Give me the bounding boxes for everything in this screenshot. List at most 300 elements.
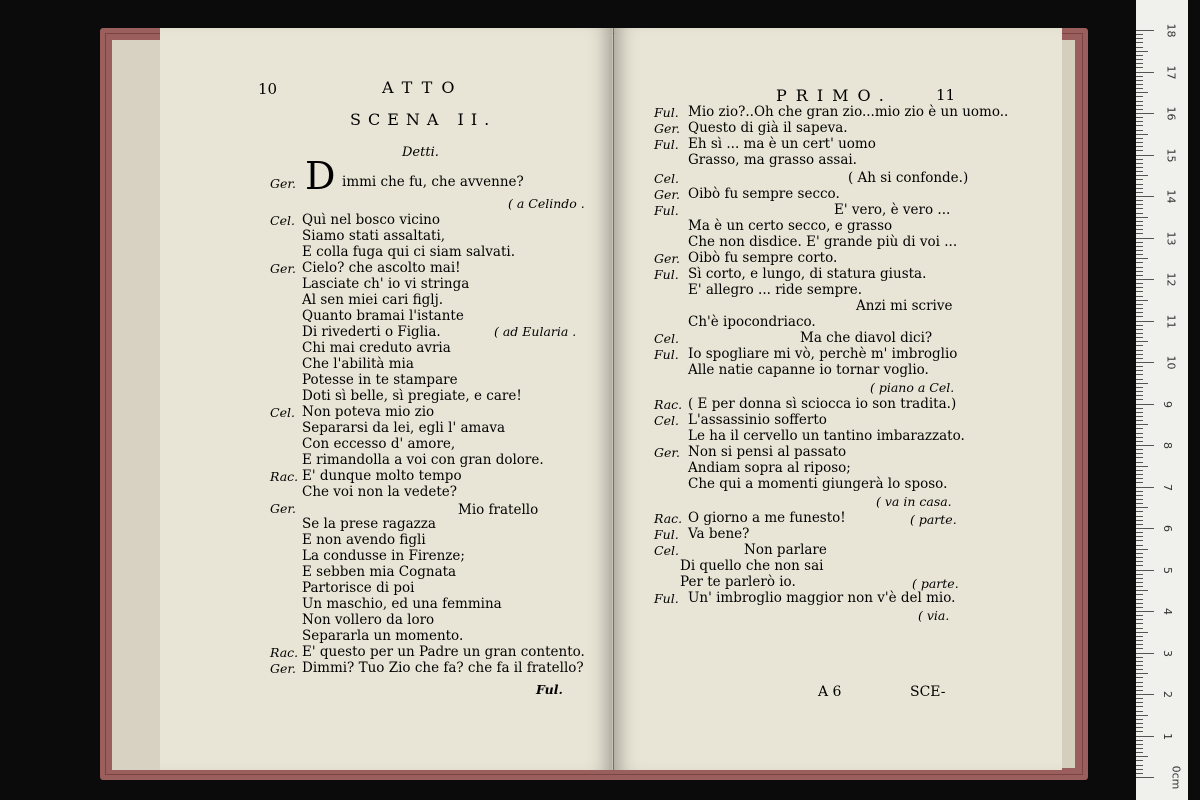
ruler-tick bbox=[1136, 599, 1143, 600]
ruler-number: 4 bbox=[1161, 608, 1174, 615]
speaker-label: Ful. bbox=[654, 203, 679, 218]
verse-line: ( E per donna sì sciocca io son tradita.) bbox=[688, 396, 957, 412]
ruler-tick bbox=[1136, 138, 1143, 139]
verse-line: Non parlare bbox=[744, 542, 827, 558]
ruler-tick bbox=[1136, 752, 1143, 753]
ruler-tick bbox=[1136, 623, 1143, 624]
ruler-tick bbox=[1136, 715, 1148, 716]
ruler-tick bbox=[1136, 321, 1154, 322]
ruler-tick bbox=[1136, 130, 1143, 131]
verse-line: Di quello che non sai bbox=[680, 558, 824, 574]
ruler-tick bbox=[1136, 167, 1143, 168]
ruler-tick bbox=[1136, 67, 1143, 68]
verse-line: Per te parlerò io. bbox=[680, 574, 796, 590]
verse-line: E' dunque molto tempo bbox=[302, 468, 462, 484]
ruler-tick bbox=[1136, 416, 1143, 417]
speaker-label: Ful. bbox=[654, 105, 679, 120]
ruler-tick bbox=[1136, 553, 1143, 554]
ruler-tick bbox=[1136, 433, 1143, 434]
ruler-tick bbox=[1136, 105, 1143, 106]
stage-direction: ( via. bbox=[918, 608, 950, 623]
ruler-tick bbox=[1136, 487, 1154, 488]
stage-direction: ( ad Eularia . bbox=[494, 324, 577, 339]
ruler-number: 0cm bbox=[1169, 765, 1183, 790]
speaker-label: Rac. bbox=[654, 397, 683, 412]
ruler-tick bbox=[1136, 673, 1148, 674]
ruler-number: 16 bbox=[1164, 106, 1178, 121]
speaker-label: Ger. bbox=[270, 661, 296, 676]
ruler-number: 6 bbox=[1161, 525, 1174, 532]
ruler-tick bbox=[1136, 345, 1143, 346]
ruler-tick bbox=[1136, 325, 1143, 326]
ruler-tick bbox=[1136, 250, 1143, 251]
verse-line: Separarla un momento. bbox=[302, 628, 464, 644]
verse-line: ( Ah si confonde.) bbox=[848, 170, 969, 186]
ruler-number: 10 bbox=[1164, 355, 1178, 370]
ruler-tick bbox=[1136, 545, 1143, 546]
ruler-tick bbox=[1136, 391, 1143, 392]
ruler-tick bbox=[1136, 184, 1143, 185]
ruler-tick bbox=[1136, 121, 1143, 122]
speaker-label: Ful. bbox=[654, 137, 679, 152]
speaker-label: Cel. bbox=[270, 405, 295, 420]
ruler-tick bbox=[1136, 354, 1143, 355]
ruler-tick bbox=[1136, 341, 1148, 342]
ruler-tick bbox=[1136, 142, 1143, 143]
left-page-number: 10 bbox=[258, 80, 278, 98]
ruler-tick bbox=[1136, 208, 1143, 209]
ruler-tick bbox=[1136, 34, 1143, 35]
ruler-tick bbox=[1136, 179, 1143, 180]
ruler-tick bbox=[1136, 30, 1154, 31]
ruler-tick bbox=[1136, 424, 1148, 425]
ruler-tick bbox=[1136, 329, 1143, 330]
verse-line: Le ha il cervello un tantino imbarazzato. bbox=[688, 428, 965, 444]
ruler-number: 5 bbox=[1161, 566, 1174, 574]
ruler-tick bbox=[1136, 221, 1143, 222]
verse-line: Quanto bramai l'istante bbox=[302, 308, 464, 324]
ruler-tick bbox=[1136, 96, 1143, 97]
ruler-tick bbox=[1136, 47, 1143, 48]
ruler-tick bbox=[1136, 246, 1143, 247]
ruler-tick bbox=[1136, 159, 1143, 160]
ruler-tick bbox=[1136, 561, 1143, 562]
ruler-tick bbox=[1136, 669, 1143, 670]
verse-line: Un maschio, ed una femmina bbox=[302, 596, 502, 612]
ruler-tick bbox=[1136, 706, 1143, 707]
speaker-label: Rac. bbox=[270, 469, 299, 484]
ruler-tick bbox=[1136, 536, 1143, 537]
verse-line: La condusse in Firenze; bbox=[302, 548, 465, 564]
ruler-number: 17 bbox=[1164, 65, 1178, 79]
ruler-tick bbox=[1136, 437, 1143, 438]
ruler-tick bbox=[1136, 109, 1143, 110]
ruler-tick bbox=[1136, 744, 1143, 745]
ruler-tick bbox=[1136, 495, 1143, 496]
ruler-tick bbox=[1136, 557, 1143, 558]
ruler-tick bbox=[1136, 586, 1143, 587]
ruler-tick bbox=[1136, 275, 1143, 276]
speaker-label: Ger. bbox=[270, 501, 296, 516]
verse-line: Mio zio?..Oh che gran zio...mio zio è un uomo.. bbox=[688, 104, 1009, 120]
ruler-tick bbox=[1136, 155, 1154, 156]
ruler-tick bbox=[1136, 84, 1143, 85]
ruler-tick bbox=[1136, 503, 1143, 504]
verse-line: L'assassinio sofferto bbox=[688, 412, 827, 428]
ruler-tick bbox=[1136, 379, 1143, 380]
ruler-tick bbox=[1136, 312, 1143, 313]
ruler-tick bbox=[1136, 404, 1154, 405]
ruler-tick bbox=[1136, 117, 1143, 118]
ruler-tick bbox=[1136, 528, 1154, 529]
speaker-label: Cel. bbox=[654, 331, 679, 346]
stage-direction: ( piano a Cel. bbox=[870, 380, 955, 395]
verse-line: E non avendo figli bbox=[302, 532, 426, 548]
ruler-tick bbox=[1136, 474, 1143, 475]
ruler-tick bbox=[1136, 150, 1143, 151]
ruler-tick bbox=[1136, 445, 1154, 446]
ruler-tick bbox=[1136, 192, 1143, 193]
verse-line: Se la prese ragazza bbox=[302, 516, 436, 532]
ruler-tick bbox=[1136, 532, 1143, 533]
speaker-label: Ful. bbox=[654, 267, 679, 282]
ruler-tick bbox=[1136, 366, 1143, 367]
ruler-tick bbox=[1136, 291, 1143, 292]
ruler-tick bbox=[1136, 283, 1143, 284]
ruler-tick bbox=[1136, 740, 1143, 741]
ruler-number: 14 bbox=[1164, 189, 1178, 204]
ruler-tick bbox=[1136, 55, 1143, 56]
verse-line: E' questo per un Padre un gran contento. bbox=[302, 644, 585, 660]
ruler-tick bbox=[1136, 657, 1143, 658]
ruler-tick bbox=[1136, 217, 1148, 218]
ruler-tick bbox=[1136, 383, 1148, 384]
verse-line: E' allegro ... ride sempre. bbox=[688, 282, 862, 298]
verse-line: Andiam sopra al riposo; bbox=[688, 460, 851, 476]
verse-line: Siamo stati assaltati, bbox=[302, 228, 446, 244]
verse-line: Separarsi da lei, egli l' amava bbox=[302, 420, 506, 436]
stage-direction: ( parte. bbox=[912, 576, 959, 591]
ruler-tick bbox=[1136, 698, 1143, 699]
left-running-header: ATTO bbox=[382, 78, 464, 97]
ruler-number: 8 bbox=[1161, 442, 1174, 449]
verse-line: E rimandolla a voi con gran dolore. bbox=[302, 452, 544, 468]
verse-line: Dimmi? Tuo Zio che fa? che fa il fratello? bbox=[302, 660, 584, 676]
ruler-number: 18 bbox=[1164, 23, 1178, 38]
verse-line: Lasciate ch' io vi stringa bbox=[302, 276, 470, 292]
ruler-tick bbox=[1136, 665, 1143, 666]
ruler-tick bbox=[1136, 262, 1143, 263]
ruler-tick bbox=[1136, 449, 1143, 450]
ruler-tick bbox=[1136, 457, 1143, 458]
ruler-tick bbox=[1136, 478, 1143, 479]
speaker-label: Cel. bbox=[270, 213, 295, 228]
ruler-tick bbox=[1136, 524, 1143, 525]
ruler-tick bbox=[1136, 271, 1143, 272]
verse-line: Alle natie capanne io tornar voglio. bbox=[688, 362, 929, 378]
speaker-label: Ful. bbox=[654, 347, 679, 362]
ruler-tick bbox=[1136, 491, 1143, 492]
ruler-tick bbox=[1136, 462, 1143, 463]
verse-line: Ma che diavol dici? bbox=[800, 330, 933, 346]
ruler-tick bbox=[1136, 777, 1154, 778]
ruler-tick bbox=[1136, 229, 1143, 230]
ruler-tick bbox=[1136, 723, 1143, 724]
verse-line: Quì nel bosco vicino bbox=[302, 212, 440, 228]
ruler-tick bbox=[1136, 731, 1143, 732]
speaker-label: Ful. bbox=[654, 591, 679, 606]
ruler-tick bbox=[1136, 756, 1148, 757]
drop-cap: D bbox=[305, 154, 336, 198]
ruler-tick bbox=[1136, 516, 1143, 517]
ruler-tick bbox=[1136, 287, 1143, 288]
stage-direction: ( a Celindo . bbox=[508, 196, 585, 211]
ruler-tick bbox=[1136, 242, 1143, 243]
ruler-tick bbox=[1136, 101, 1143, 102]
ruler-tick bbox=[1136, 760, 1143, 761]
ruler-tick bbox=[1136, 661, 1143, 662]
ruler-tick bbox=[1136, 38, 1143, 39]
ruler-tick bbox=[1136, 370, 1143, 371]
verse-line: Ma è un certo secco, e grasso bbox=[688, 218, 893, 234]
verse-line: Questo di già il sapeva. bbox=[688, 120, 848, 136]
verse-line: Partorisce di poi bbox=[302, 580, 415, 596]
ruler-tick bbox=[1136, 611, 1154, 612]
ruler-tick bbox=[1136, 773, 1143, 774]
measuring-ruler bbox=[1136, 0, 1188, 800]
ruler-tick bbox=[1136, 146, 1143, 147]
ruler-tick bbox=[1136, 607, 1143, 608]
speaker-label: Ger. bbox=[270, 176, 296, 191]
ruler-tick bbox=[1136, 482, 1143, 483]
verse-line: Che non disdice. E' grande più di voi ... bbox=[688, 234, 958, 250]
speaker-label: Cel. bbox=[654, 413, 679, 428]
ruler-tick bbox=[1136, 233, 1143, 234]
ruler-number: 3 bbox=[1161, 649, 1174, 657]
ruler-tick bbox=[1136, 204, 1143, 205]
verse-line: Oibò fu sempre secco. bbox=[688, 186, 840, 202]
ruler-tick bbox=[1136, 358, 1143, 359]
ruler-number: 13 bbox=[1164, 231, 1178, 245]
ruler-tick bbox=[1136, 615, 1143, 616]
ruler-tick bbox=[1136, 300, 1148, 301]
ruler-tick bbox=[1136, 686, 1143, 687]
ruler-tick bbox=[1136, 171, 1143, 172]
ruler-tick bbox=[1136, 296, 1143, 297]
scene-title: SCENA II. bbox=[350, 110, 497, 129]
stage-direction: ( parte. bbox=[910, 512, 957, 527]
verse-line: Anzi mi scrive bbox=[856, 298, 953, 314]
ruler-number: 11 bbox=[1164, 314, 1178, 328]
ruler-tick bbox=[1136, 337, 1143, 338]
speaker-label: Ger. bbox=[270, 261, 296, 276]
catchword: SCE- bbox=[910, 684, 946, 700]
verse-line: Eh sì ... ma è un cert' uomo bbox=[688, 136, 876, 152]
ruler-tick bbox=[1136, 570, 1154, 571]
verse-line: Che qui a momenti giungerà lo sposo. bbox=[688, 476, 948, 492]
verse-line: Con eccesso d' amore, bbox=[302, 436, 456, 452]
verse-line: Non poteva mio zio bbox=[302, 404, 435, 420]
ruler-tick bbox=[1136, 499, 1143, 500]
speaker-label: Ger. bbox=[654, 251, 680, 266]
ruler-tick bbox=[1136, 258, 1148, 259]
ruler-tick bbox=[1136, 395, 1143, 396]
verse-line: Cielo? che ascolto mai! bbox=[302, 260, 461, 276]
ruler-tick bbox=[1136, 308, 1143, 309]
verse-line: Va bene? bbox=[688, 526, 750, 542]
ruler-tick bbox=[1136, 420, 1143, 421]
verse-line: Sì corto, e lungo, di statura giusta. bbox=[688, 266, 927, 282]
ruler-tick bbox=[1136, 736, 1154, 737]
ruler-tick bbox=[1136, 441, 1143, 442]
speaker-label: Ger. bbox=[654, 121, 680, 136]
verse-line: Chi mai creduto avria bbox=[302, 340, 451, 356]
ruler-tick bbox=[1136, 88, 1143, 89]
ruler-tick bbox=[1136, 653, 1154, 654]
ruler-tick bbox=[1136, 350, 1143, 351]
ruler-tick bbox=[1136, 640, 1143, 641]
ruler-tick bbox=[1136, 511, 1143, 512]
ruler-tick bbox=[1136, 374, 1143, 375]
ruler-tick bbox=[1136, 682, 1143, 683]
speaker-label: Ger. bbox=[654, 445, 680, 460]
scene-characters: Detti. bbox=[402, 145, 439, 160]
verse-line: Ch'è ipocondriaco. bbox=[688, 314, 816, 330]
speaker-label: Rac. bbox=[654, 511, 683, 526]
ruler-tick bbox=[1136, 520, 1143, 521]
ruler-tick bbox=[1136, 225, 1143, 226]
stage-direction: ( va in casa. bbox=[876, 494, 952, 509]
verse-line: Mio fratello bbox=[458, 502, 539, 518]
ruler-tick bbox=[1136, 399, 1143, 400]
verse-line: Doti sì belle, sì pregiate, e care! bbox=[302, 388, 522, 404]
ruler-tick bbox=[1136, 163, 1143, 164]
verse-line: Che voi non la vedete? bbox=[302, 484, 458, 500]
ruler-tick bbox=[1136, 387, 1143, 388]
ruler-tick bbox=[1136, 727, 1143, 728]
ruler-tick bbox=[1136, 549, 1148, 550]
right-running-header: PRIMO. bbox=[776, 86, 893, 105]
ruler-number: 1 bbox=[1161, 732, 1174, 740]
speaker-label: Rac. bbox=[270, 645, 299, 660]
ruler-tick bbox=[1136, 594, 1143, 595]
ruler-tick bbox=[1136, 134, 1148, 135]
ruler-tick bbox=[1136, 453, 1143, 454]
ruler-tick bbox=[1136, 51, 1148, 52]
ruler-tick bbox=[1136, 80, 1143, 81]
ruler-tick bbox=[1136, 619, 1143, 620]
ruler-tick bbox=[1136, 428, 1143, 429]
ruler-tick bbox=[1136, 316, 1143, 317]
ruler-tick bbox=[1136, 76, 1143, 77]
ruler-tick bbox=[1136, 188, 1143, 189]
verse-line: Grasso, ma grasso assai. bbox=[688, 152, 857, 168]
right-page-number: 11 bbox=[936, 86, 956, 104]
ruler-tick bbox=[1136, 72, 1154, 73]
ruler-tick bbox=[1136, 304, 1143, 305]
ruler-tick bbox=[1136, 711, 1143, 712]
speaker-label: Ful. bbox=[654, 527, 679, 542]
ruler-number: 7 bbox=[1161, 483, 1174, 491]
ruler-tick bbox=[1136, 636, 1143, 637]
ruler-tick bbox=[1136, 694, 1154, 695]
verse-line: E sebben mia Cognata bbox=[302, 564, 457, 580]
speaker-label: Ger. bbox=[654, 187, 680, 202]
ruler-tick bbox=[1136, 362, 1154, 363]
ruler-tick bbox=[1136, 603, 1143, 604]
verse-line: immi che fu, che avvenne? bbox=[342, 174, 524, 190]
ruler-tick bbox=[1136, 267, 1143, 268]
verse-line: E' vero, è vero ... bbox=[834, 202, 951, 218]
speaker-label: Cel. bbox=[654, 171, 679, 186]
verse-line: O giorno a me funesto! bbox=[688, 510, 846, 526]
ruler-tick bbox=[1136, 690, 1143, 691]
ruler-tick bbox=[1136, 59, 1143, 60]
ruler-tick bbox=[1136, 628, 1143, 629]
ruler-tick bbox=[1136, 254, 1143, 255]
verse-line: E colla fuga qui ci siam salvati. bbox=[302, 244, 515, 260]
ruler-tick bbox=[1136, 648, 1143, 649]
verse-line: Non vollero da loro bbox=[302, 612, 435, 628]
verse-line: Potesse in te stampare bbox=[302, 372, 458, 388]
verse-line: Di rivederti o Figlia. bbox=[302, 324, 441, 340]
ruler-tick bbox=[1136, 125, 1143, 126]
verse-line: Non si pensi al passato bbox=[688, 444, 847, 460]
ruler-number: 12 bbox=[1164, 272, 1178, 287]
ruler-number: 15 bbox=[1164, 148, 1178, 162]
ruler-tick bbox=[1136, 719, 1143, 720]
ruler-number: 2 bbox=[1161, 691, 1174, 698]
ruler-tick bbox=[1136, 765, 1143, 766]
verse-line: Al sen miei cari figlj. bbox=[302, 292, 444, 308]
ruler-tick bbox=[1136, 702, 1143, 703]
ruler-tick bbox=[1136, 644, 1143, 645]
ruler-tick bbox=[1136, 677, 1143, 678]
ruler-tick bbox=[1136, 238, 1154, 239]
ruler-tick bbox=[1136, 574, 1143, 575]
ruler-tick bbox=[1136, 333, 1143, 334]
ruler-tick bbox=[1136, 632, 1148, 633]
ruler-tick bbox=[1136, 279, 1154, 280]
ruler-tick bbox=[1136, 748, 1143, 749]
ruler-tick bbox=[1136, 42, 1143, 43]
ruler-tick bbox=[1136, 540, 1143, 541]
verse-line: Oibò fu sempre corto. bbox=[688, 250, 838, 266]
ruler-tick bbox=[1136, 408, 1143, 409]
catchword: Ful. bbox=[536, 682, 563, 697]
ruler-number: 9 bbox=[1161, 400, 1174, 408]
verse-line: Che l'abilità mia bbox=[302, 356, 414, 372]
ruler-tick bbox=[1136, 92, 1148, 93]
ruler-tick bbox=[1136, 466, 1148, 467]
ruler-tick bbox=[1136, 175, 1148, 176]
signature-mark: A 6 bbox=[818, 684, 842, 700]
ruler-tick bbox=[1136, 590, 1148, 591]
speaker-label: Cel. bbox=[654, 543, 679, 558]
ruler-tick bbox=[1136, 213, 1143, 214]
ruler-tick bbox=[1136, 578, 1143, 579]
ruler-tick bbox=[1136, 565, 1143, 566]
ruler-tick bbox=[1136, 196, 1154, 197]
ruler-tick bbox=[1136, 63, 1143, 64]
ruler-tick bbox=[1136, 769, 1143, 770]
ruler-tick bbox=[1136, 113, 1154, 114]
ruler-tick bbox=[1136, 200, 1143, 201]
ruler-tick bbox=[1136, 507, 1148, 508]
ruler-tick bbox=[1136, 470, 1143, 471]
verse-line: Un' imbroglio maggior non v'è del mio. bbox=[688, 590, 956, 606]
ruler-tick bbox=[1136, 582, 1143, 583]
